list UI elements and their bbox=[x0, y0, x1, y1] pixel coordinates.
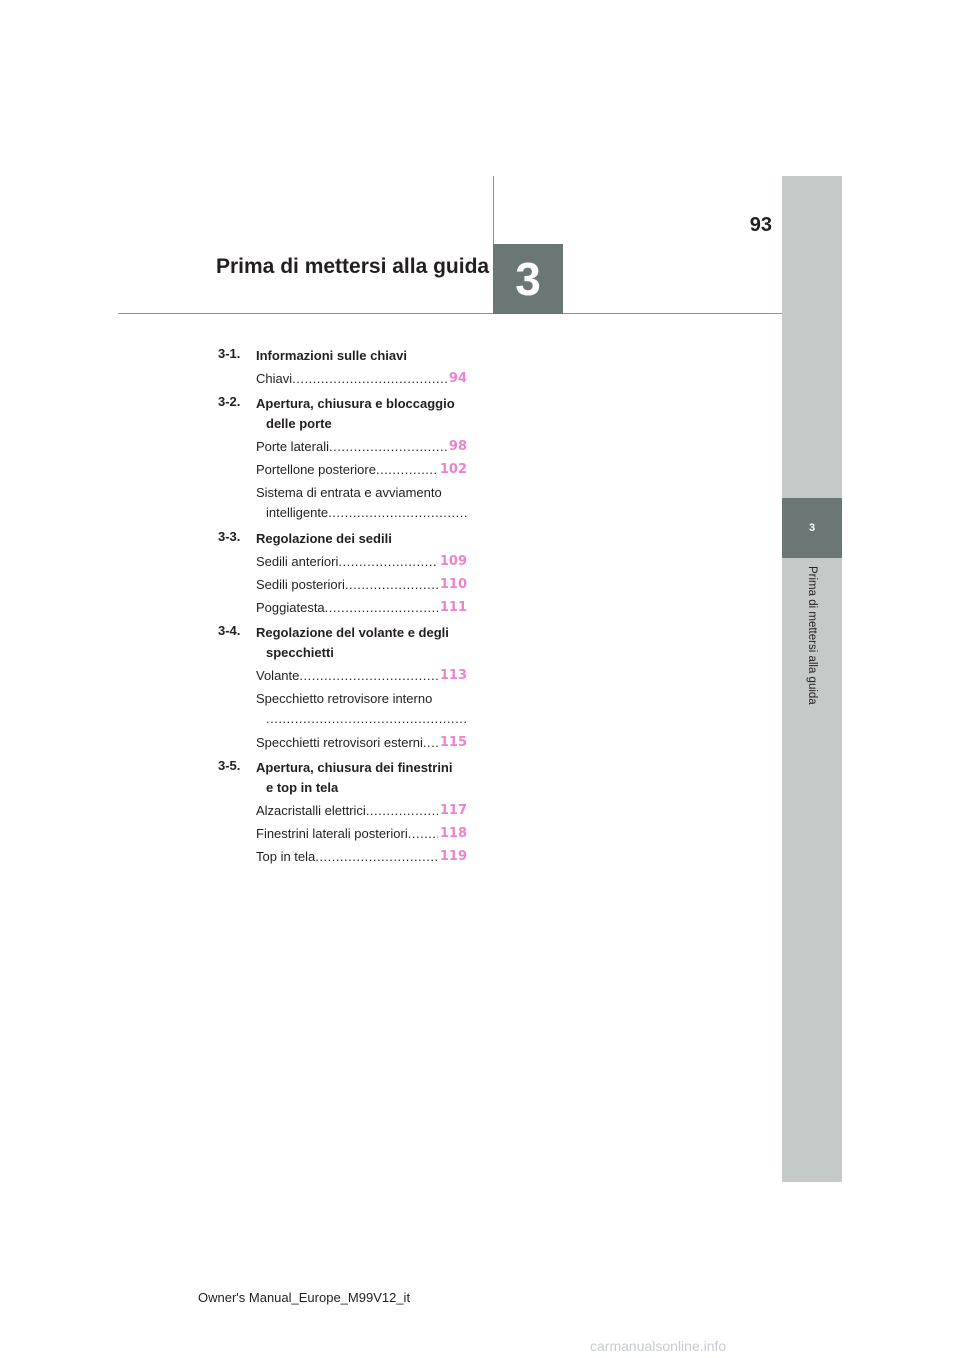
chapter-number-box bbox=[493, 244, 563, 314]
section-title-line: e top in tela bbox=[266, 780, 339, 795]
page-link[interactable]: 111 bbox=[439, 600, 467, 615]
leader-dots bbox=[408, 824, 438, 844]
toc-entry-row bbox=[256, 733, 467, 753]
leader-dots bbox=[329, 437, 447, 457]
toc-entry-label: Alzacristalli elettrici bbox=[256, 803, 366, 818]
toc-section-heading bbox=[218, 529, 467, 549]
leader-dots bbox=[423, 733, 438, 753]
toc-entry-label: Porte laterali bbox=[256, 439, 329, 454]
leader-dots bbox=[325, 598, 438, 618]
toc-entry-label: Portellone posteriore bbox=[256, 462, 376, 477]
chapter-number: 3 bbox=[515, 253, 541, 305]
leader-dots bbox=[292, 369, 447, 389]
toc-entry-row bbox=[256, 552, 467, 572]
header-vertical-rule bbox=[493, 176, 494, 246]
header-horizontal-rule bbox=[118, 313, 782, 314]
toc-entry[interactable] bbox=[256, 483, 467, 524]
toc-entry-label: Sistema di entrata e avviamento bbox=[256, 485, 442, 500]
toc-entry-row bbox=[256, 824, 467, 844]
toc-entry-row bbox=[256, 369, 467, 389]
page-link[interactable]: 98 bbox=[448, 439, 467, 454]
toc-entry[interactable] bbox=[256, 552, 467, 572]
page-link[interactable]: 117 bbox=[439, 803, 467, 818]
chapter-title: Prima di mettersi alla guida bbox=[216, 255, 490, 278]
page-link[interactable]: 113 bbox=[439, 668, 467, 683]
section-number: 3-1. bbox=[218, 346, 241, 361]
toc-entry-label-continued: intelligente bbox=[266, 505, 329, 520]
toc-entry[interactable] bbox=[256, 847, 467, 867]
section-title bbox=[256, 529, 392, 549]
toc-entry-label: Finestrini laterali posteriori bbox=[256, 826, 408, 841]
toc-entry-row bbox=[256, 847, 467, 867]
toc-section-heading bbox=[218, 758, 467, 798]
toc-entry-row bbox=[256, 709, 467, 730]
section-number: 3-2. bbox=[218, 394, 241, 409]
toc-entry[interactable] bbox=[256, 824, 467, 844]
toc-entry[interactable] bbox=[256, 689, 467, 730]
toc-entry-row bbox=[256, 503, 467, 524]
toc-entry[interactable] bbox=[256, 598, 467, 618]
section-number: 3-3. bbox=[218, 529, 241, 544]
side-tab-number: 3 bbox=[808, 522, 816, 534]
toc-entry-label: Specchietti retrovisori esterni bbox=[256, 735, 423, 750]
toc-entry-row bbox=[256, 437, 467, 457]
toc-entry[interactable] bbox=[256, 460, 467, 480]
toc-entry[interactable] bbox=[256, 733, 467, 753]
toc-entry[interactable] bbox=[256, 801, 467, 821]
toc-entry-row bbox=[256, 801, 467, 821]
page-link[interactable]: 118 bbox=[439, 826, 467, 841]
leader-dots bbox=[328, 505, 467, 520]
toc-entry-label: Specchietto retrovisore interno bbox=[256, 691, 433, 706]
leader-dots bbox=[338, 552, 437, 572]
page-link[interactable]: 115 bbox=[439, 735, 467, 750]
section-title-line: specchietti bbox=[266, 645, 334, 660]
toc-section-heading bbox=[218, 394, 467, 434]
toc-entry-label: Volante bbox=[256, 668, 300, 683]
section-title bbox=[256, 623, 449, 663]
toc-entry-label: Sedili posteriori bbox=[256, 577, 345, 592]
toc-section-heading bbox=[218, 346, 467, 366]
toc-entry[interactable] bbox=[256, 437, 467, 457]
section-title-line: Regolazione del volante e degli bbox=[256, 625, 449, 640]
leader-dots bbox=[315, 847, 438, 867]
section-title-line: Informazioni sulle chiavi bbox=[256, 348, 407, 363]
toc-entry-row bbox=[256, 598, 467, 618]
section-title bbox=[256, 758, 453, 798]
toc-entry-label: Chiavi bbox=[256, 371, 293, 386]
footer-manual-id: Owner's Manual_Europe_M99V12_it bbox=[198, 1290, 411, 1305]
toc-entry-row bbox=[256, 666, 467, 686]
section-title-line: Regolazione dei sedili bbox=[256, 531, 392, 546]
toc-entry-row bbox=[256, 575, 467, 595]
side-chapter-label: Prima di mettersi alla guida bbox=[806, 566, 818, 705]
leader-dots bbox=[366, 801, 438, 821]
leader-dots bbox=[266, 711, 467, 726]
side-chapter-tab[interactable] bbox=[782, 498, 842, 558]
section-title-line: Apertura, chiusura e bloccaggio bbox=[256, 396, 455, 411]
page-link[interactable]: 119 bbox=[439, 849, 467, 864]
watermark: carmanualsonline.info bbox=[590, 1338, 727, 1354]
page-link[interactable]: 94 bbox=[448, 371, 467, 386]
toc-entry-label: Sedili anteriori bbox=[256, 554, 339, 569]
page-number: 93 bbox=[749, 214, 772, 236]
page-link[interactable]: 102 bbox=[439, 462, 467, 477]
toc-entry-label: Top in tela bbox=[256, 849, 316, 864]
section-title-line: delle porte bbox=[266, 416, 332, 431]
section-title-line: Apertura, chiusura dei finestrini bbox=[256, 760, 453, 775]
leader-dots bbox=[345, 575, 438, 595]
toc-entry[interactable] bbox=[256, 666, 467, 686]
section-title bbox=[256, 394, 455, 434]
leader-dots bbox=[376, 460, 438, 480]
toc-entry[interactable] bbox=[256, 369, 467, 389]
page-link[interactable]: 109 bbox=[439, 554, 467, 569]
section-title bbox=[256, 346, 407, 366]
toc-entry[interactable] bbox=[256, 575, 467, 595]
toc-section-heading bbox=[218, 623, 467, 663]
section-number: 3-5. bbox=[218, 758, 241, 773]
leader-dots bbox=[299, 666, 437, 686]
toc-entry-row bbox=[256, 460, 467, 480]
toc-entry-label: Poggiatesta bbox=[256, 600, 325, 615]
page-link[interactable]: 110 bbox=[439, 577, 467, 592]
table-of-contents bbox=[218, 346, 467, 867]
section-number: 3-4. bbox=[218, 623, 241, 638]
